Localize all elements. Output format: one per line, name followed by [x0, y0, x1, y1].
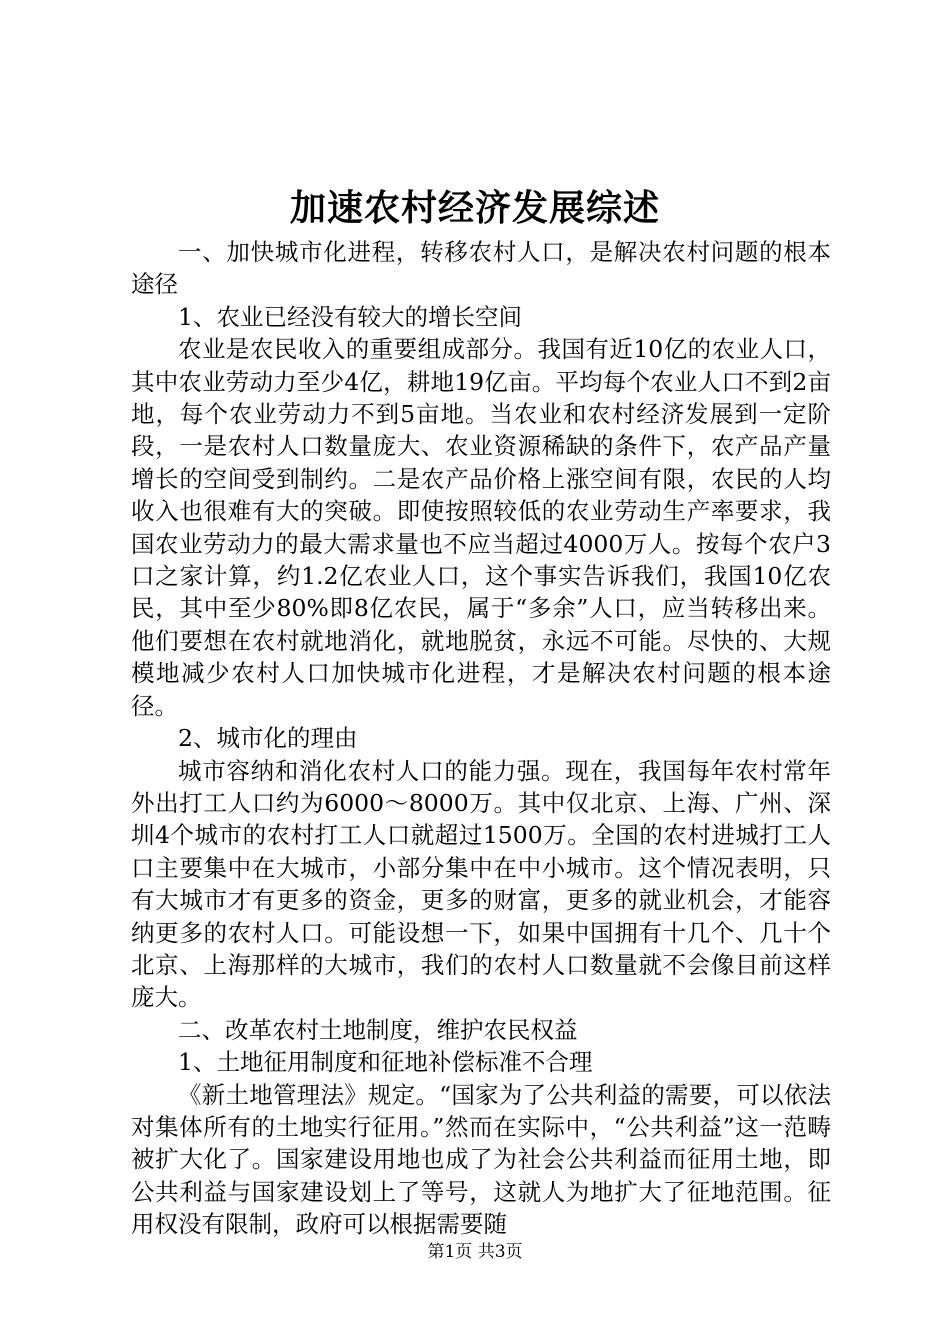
section-heading-2: 二、改革农村土地制度，维护农民权益 [178, 1015, 578, 1044]
body-paragraph: 城市容纳和消化农村人口的能力强。现在，我国每年农村常年外出打工人口约为6000～8000万。其中仅北京、上海、广州、深圳4个城市的农村打工人口就超过1500万。全国的农村进城打工人口主要集中在大城市，小部分集中在中小城市。这个情况表明，只有大城市才有更多的资金，更多的财富，更多的就业机会，才能容纳更多的农村人口。可能设想一下，如果中国拥有十几个、几十个北京、上海那样的大城市，我们的农村人口数量就不会像目前这样庞大。 [131, 756, 831, 1012]
body-paragraph: 《新土地管理法》规定。“国家为了公共利益的需要，可以依法对集体所有的土地实行征用。”然而在实际中，“公共利益”这一范畴被扩大化了。国家建设用地也成了为社会公共利益而征用土地，即公共利益与国家建设划上了等号，这就人为地扩大了征地范围。征用权没有限制，政府可以根据需要随 [131, 1080, 831, 1239]
subsection-heading-1-2: 2、城市化的理由 [178, 724, 358, 753]
page-footer: 第1页 共3页 [427, 1242, 523, 1262]
body-paragraph: 农业是农民收入的重要组成部分。我国有近10亿的农业人口，其中农业劳动力至少4亿，耕地19亿亩。平均每个农业人口不到2亩地，每个农业劳动力不到5亩地。当农业和农村经济发展到一定阶段，一是农村人口数量庞大、农业资源稀缺的条件下，农产品产量增长的空间受到制约。二是农产品价格上涨空间有限，农民的人均收入也很难有大的突破。即使按照较低的农业劳动生产率要求，我国农业劳动力的最大需求量也不应当超过4000万人。按每个农户3口之家计算，约1.2亿农业人口，这个事实告诉我们，我国10亿农民，其中至少80%即8亿农民，属于“多余”人口，应当转移出来。他们要想在农村就地消化，就地脱贫，永远不可能。尽快的、大规模地减少农村人口加快城市化进程，才是解决农村问题的根本途径。 [131, 335, 831, 720]
subsection-heading-1-1: 1、农业已经没有较大的增长空间 [178, 302, 522, 331]
subsection-heading-2-1: 1、土地征用制度和征地补偿标准不合理 [178, 1048, 593, 1077]
section-heading-1: 一、加快城市化进程，转移农村人口，是解决农村问题的根本途径 [131, 238, 831, 299]
document-title: 加速农村经济发展综述 [289, 187, 660, 229]
document-body [131, 236, 831, 1241]
